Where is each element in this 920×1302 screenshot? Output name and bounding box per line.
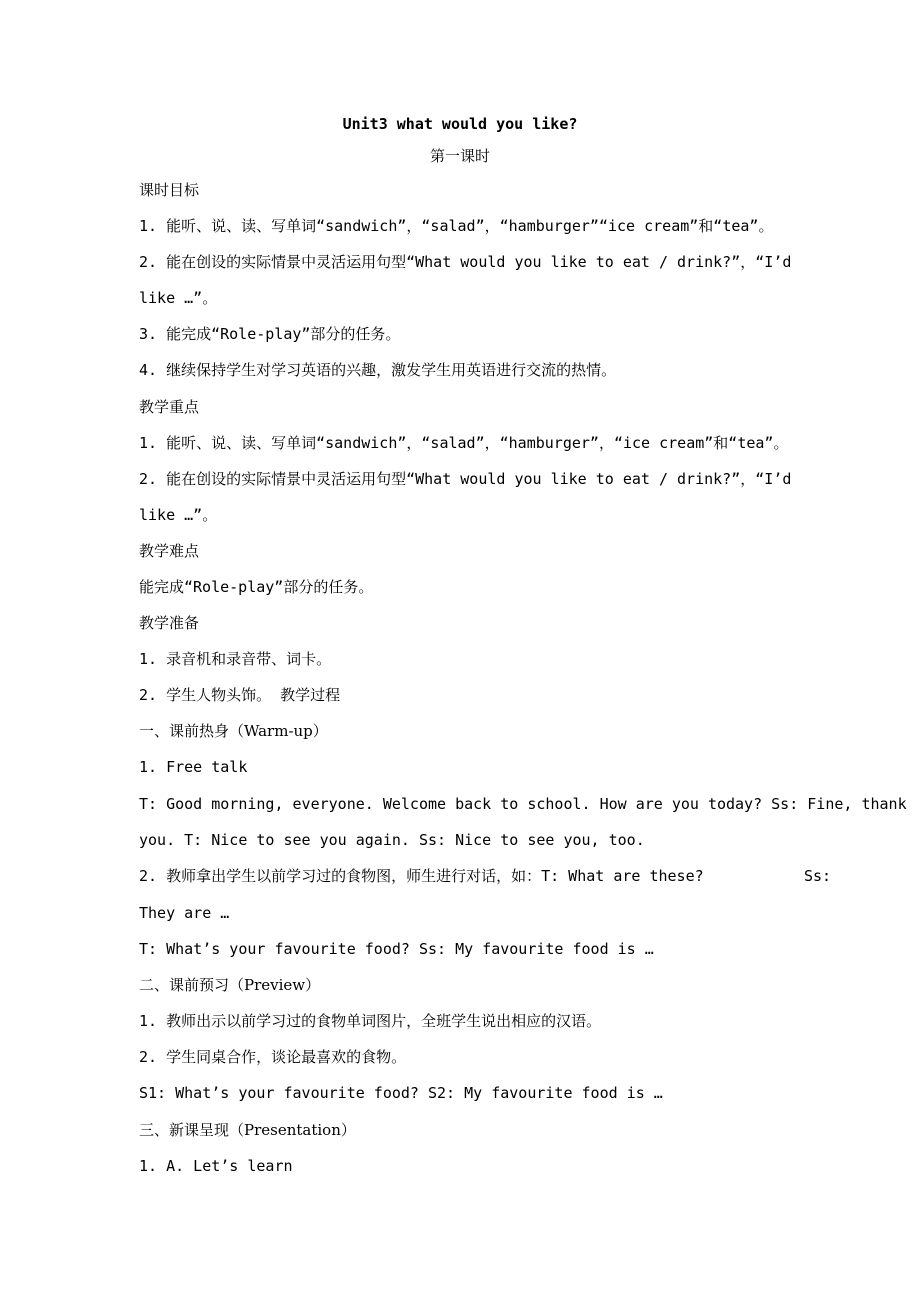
- preview-line: S1: What’s your favourite food? S2: My favourite food is …: [139, 1084, 663, 1102]
- warmup-line: 2. 教师拿出学生以前学习过的食物图，师生进行对话，如：T: What are these?: [139, 867, 704, 885]
- warmup-heading: 一、课前热身（Warm-up）: [139, 722, 328, 740]
- lesson-subtitle: 第一课时: [429, 147, 490, 165]
- warmup-right-fragment: Ss:: [804, 867, 832, 885]
- presentation-heading: 三、新课呈现（Presentation）: [139, 1121, 356, 1139]
- prep-heading: 教学准备: [139, 614, 200, 632]
- preview-heading: 二、课前预习（Preview）: [139, 976, 321, 994]
- key-point-line: like …”。: [139, 506, 218, 524]
- prep-line: 2. 学生人物头饰。 教学过程: [139, 686, 341, 704]
- difficulty-heading: 教学难点: [139, 542, 200, 560]
- objective-line: 3. 能完成“Role-play”部分的任务。: [139, 325, 401, 343]
- objective-line: like …”。: [139, 289, 218, 307]
- key-points-heading: 教学重点: [139, 398, 200, 416]
- warmup-line: T: Good morning, everyone. Welcome back to school. How are you today? Ss: Fine, thank: [139, 795, 907, 813]
- warmup-line: They are …: [139, 904, 230, 922]
- objective-line: 2. 能在创设的实际情景中灵活运用句型“What would you like to eat / drink?”，“I’d: [139, 253, 792, 271]
- key-point-line: 1. 能听、说、读、写单词“sandwich”，“salad”，“hamburger”，“ice cream”和“tea”。: [139, 434, 789, 452]
- prep-line: 1. 录音机和录音带、词卡。: [139, 650, 332, 668]
- warmup-line: T: What’s your favourite food? Ss: My favourite food is …: [139, 940, 654, 958]
- key-point-line: 2. 能在创设的实际情景中灵活运用句型“What would you like to eat / drink?”，“I’d: [139, 470, 792, 488]
- warmup-line: 1. Free talk: [139, 758, 248, 776]
- preview-line: 1. 教师出示以前学习过的食物单词图片，全班学生说出相应的汉语。: [139, 1012, 602, 1030]
- difficulty-line: 能完成“Role-play”部分的任务。: [139, 578, 374, 596]
- objectives-heading: 课时目标: [139, 181, 200, 199]
- document-title: Unit3 what would you like?: [342, 115, 578, 133]
- objective-line: 1. 能听、说、读、写单词“sandwich”，“salad”，“hamburger”“ice cream”和“tea”。: [139, 217, 774, 235]
- presentation-line: 1. A. Let’s learn: [139, 1157, 293, 1175]
- preview-line: 2. 学生同桌合作，谈论最喜欢的食物。: [139, 1048, 407, 1066]
- objective-line: 4. 继续保持学生对学习英语的兴趣，激发学生用英语进行交流的热情。: [139, 361, 617, 379]
- warmup-line: you. T: Nice to see you again. Ss: Nice to see you, too.: [139, 831, 645, 849]
